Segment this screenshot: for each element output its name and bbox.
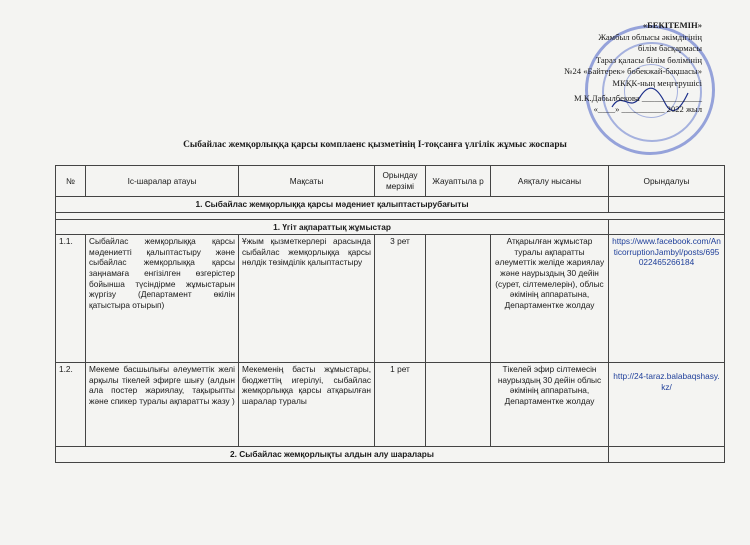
result-link[interactable]: https://www.facebook.com/AnticorruptionJambyl/posts/695022465266184 bbox=[609, 235, 725, 363]
approval-line: Тараз қаласы білім бөлімінің bbox=[595, 54, 702, 65]
activity-deadline: 3 рет bbox=[375, 235, 426, 363]
empty-cell bbox=[609, 219, 725, 235]
section-title: 2. Сыбайлас жемқорлықты алдын алу шаралары bbox=[56, 447, 609, 463]
approval-heading: «БЕКІТЕМІН» bbox=[642, 20, 702, 30]
work-plan-table bbox=[55, 165, 725, 463]
subsection-row bbox=[56, 219, 725, 235]
approval-line: №24 «Байтерек» бөбекжай-бақшасы» bbox=[564, 66, 702, 77]
signature-line: М.К.Дабылбекова ______________ bbox=[574, 92, 702, 103]
empty-cell bbox=[609, 447, 725, 463]
section-row bbox=[56, 197, 725, 213]
result-link[interactable]: http://24-taraz.balabaqshasy.kz/ bbox=[609, 363, 725, 447]
table-header-row bbox=[56, 166, 725, 197]
approval-date: «____» __________ 2022 жыл bbox=[593, 104, 702, 115]
activity-completion: Тікелей эфир сілтемесін наурыздың 30 дейін облыс әкімінің аппаратына, Департаментке жолдау bbox=[491, 363, 609, 447]
approval-line: Жамбыл облысы әкімдігінің bbox=[598, 31, 702, 42]
column-header: Орындалуы bbox=[609, 166, 725, 197]
activity-responsible bbox=[426, 363, 491, 447]
row-number: 1.2. bbox=[56, 363, 86, 447]
activity-goal: Ұжым қызметкерлері арасында сыбайлас жемқорлыққа қарсы нөлдік төзімділік қалыптастыру bbox=[239, 235, 375, 363]
table-row bbox=[56, 363, 725, 447]
activity-deadline: 1 рет bbox=[375, 363, 426, 447]
activity-name: Сыбайлас жемқорлыққа қарсы мәдениетті қалыптастыру және сыбайлас жемқорлыққа қарсы заңнамаға енгізілген өзгерістер бойынша түсіндірме жұмыстарын жүргізу (Департамент өкілін қатыстыра отырып) bbox=[86, 235, 239, 363]
table-row bbox=[56, 235, 725, 363]
approval-line: МКҚК-ның меңгерушісі bbox=[612, 77, 702, 88]
column-header: Жауаптыла р bbox=[426, 166, 491, 197]
row-number: 1.1. bbox=[56, 235, 86, 363]
empty-cell bbox=[609, 197, 725, 213]
column-header: Мақсаты bbox=[239, 166, 375, 197]
activity-completion: Атқарылған жұмыстар туралы ақпаратты әлеуметтік желіде жариялау және наурыздың 30 дейін (сурет, сілтемелерін), облыс әкімінің аппаратына, Департаментке жолдау bbox=[491, 235, 609, 363]
activity-responsible bbox=[426, 235, 491, 363]
column-header: Орындау мерзімі bbox=[375, 166, 426, 197]
column-header: Аяқталу нысаны bbox=[491, 166, 609, 197]
section-title: 1. Сыбайлас жемқорлыққа қарсы мәдениет қалыптастырубағыты bbox=[56, 197, 609, 213]
activity-goal: Мекеменің басты жұмыстары, бюджеттің игерілуі, сыбайлас жемқорлыққа қарсы атқарылған шаралар туралы bbox=[239, 363, 375, 447]
approval-block bbox=[452, 20, 702, 116]
column-header: № bbox=[56, 166, 86, 197]
section-row bbox=[56, 447, 725, 463]
spacer-row bbox=[56, 212, 725, 219]
column-header: Іс-шаралар атауы bbox=[86, 166, 239, 197]
document-title: Сыбайлас жемқорлыққа қарсы комплаенс қызметінің І-тоқсанға үлгілік жұмыс жоспары bbox=[183, 140, 567, 150]
activity-name: Мекеме басшылығы әлеуметтік желі арқылы тікелей эфирге шығу (алдын ала постер жариялау, тақырыпты және спикер туралы ақпаратты жазу ) bbox=[86, 363, 239, 447]
subsection-title: 1. Үгіт ақпараттық жұмыстар bbox=[56, 219, 609, 235]
approval-line: білім басқармасы bbox=[638, 43, 702, 54]
